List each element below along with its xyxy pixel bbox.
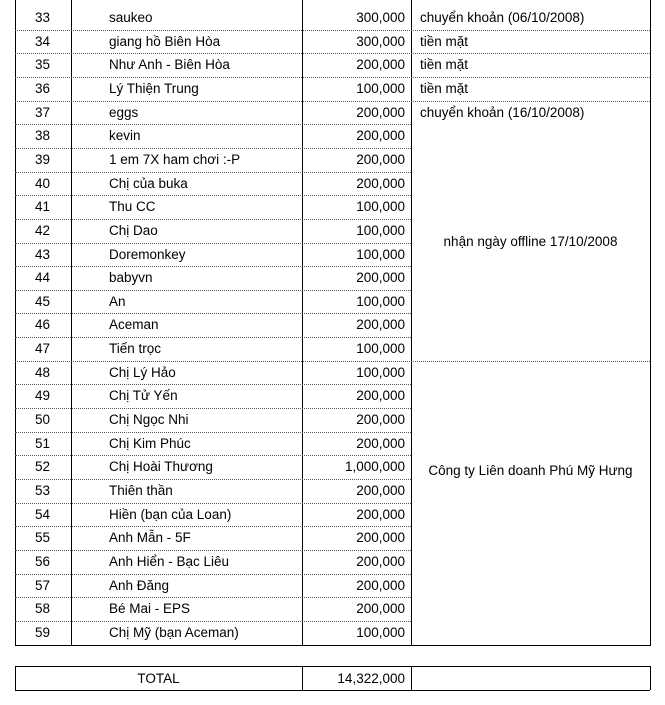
row-number: 48 (34, 364, 51, 380)
total-border-mid2 (411, 666, 412, 690)
row-amount: 1,000,000 (344, 459, 405, 475)
row-amount: 200,000 (356, 270, 405, 286)
row-amount: 200,000 (356, 317, 405, 333)
row-name: Chị Kim Phúc (109, 435, 191, 451)
row-amount: 100,000 (356, 222, 405, 238)
row-name: Doremonkey (109, 246, 186, 262)
row-note (420, 550, 660, 574)
row-number: 59 (34, 624, 51, 640)
row-amount: 200,000 (356, 388, 405, 404)
row-amount: 100,000 (356, 624, 405, 640)
row-name: saukeo (109, 10, 153, 25)
row-name: Lý Thiện Trung (109, 80, 199, 96)
row-number: 57 (34, 577, 51, 593)
row-name: eggs (109, 104, 139, 120)
row-amount: 200,000 (356, 57, 405, 73)
row-note: chuyển khoản (06/10/2008) (420, 10, 585, 25)
row-number: 47 (34, 341, 51, 357)
row-note (420, 172, 660, 196)
row-amount: 200,000 (356, 128, 405, 144)
row-amount: 100,000 (356, 246, 405, 262)
note-offline-group: nhận ngày offline 17/10/2008 (443, 234, 618, 249)
row-number: 43 (34, 246, 51, 262)
row-name: Hiền (bạn của Loan) (109, 506, 232, 522)
row-note (420, 361, 660, 385)
row-amount: 200,000 (356, 553, 405, 569)
row-number: 36 (34, 80, 51, 96)
row-note (420, 290, 660, 314)
row-number: 46 (34, 317, 51, 333)
row-note (420, 124, 660, 148)
row-amount: 100,000 (356, 341, 405, 357)
row-name: Chị Mỹ (bạn Aceman) (109, 624, 239, 640)
total-border-bottom (15, 690, 650, 691)
row-name: giang hồ Biên Hòa (109, 33, 221, 49)
row-note (420, 597, 660, 621)
row-amount: 200,000 (356, 151, 405, 167)
row-note (420, 384, 660, 408)
row-amount: 200,000 (356, 506, 405, 522)
row-number: 56 (34, 553, 51, 569)
row-border (15, 645, 650, 646)
row-name: Chị Dao (109, 222, 158, 238)
row-note (420, 195, 660, 219)
row-note: tiền mặt (420, 80, 469, 96)
row-number: 54 (34, 506, 51, 522)
row-number: 41 (34, 199, 51, 215)
row-name: Anh Mẫn - 5F (109, 530, 191, 546)
row-name: An (109, 293, 126, 309)
row-name: Aceman (109, 317, 159, 333)
row-amount: 100,000 (356, 364, 405, 380)
row-note: tiền mặt (420, 33, 469, 49)
row-amount: 100,000 (356, 199, 405, 215)
row-note (420, 574, 660, 598)
row-number: 39 (34, 151, 51, 167)
row-number: 38 (34, 128, 51, 144)
row-note (420, 408, 660, 432)
row-number: 42 (34, 222, 51, 238)
row-amount: 200,000 (356, 435, 405, 451)
row-amount: 200,000 (356, 104, 405, 120)
row-name: Thu CC (109, 199, 156, 215)
row-number: 55 (34, 530, 51, 546)
row-number: 45 (34, 293, 51, 309)
row-number: 44 (34, 270, 51, 286)
row-name: Chị của buka (109, 175, 188, 191)
row-name: babyvn (109, 270, 153, 286)
total-border-right (650, 666, 651, 690)
row-amount: 100,000 (356, 293, 405, 309)
note-company-group: Công ty Liên doanh Phú Mỹ Hưng (428, 463, 633, 478)
row-amount: 200,000 (356, 483, 405, 498)
row-name: Chị Tử Yến (109, 388, 178, 404)
row-note: chuyển khoản (16/10/2008) (420, 104, 585, 120)
row-number: 51 (34, 435, 51, 451)
row-name: Như Anh - Biên Hòa (109, 57, 230, 73)
row-number: 49 (34, 388, 51, 404)
row-amount: 200,000 (356, 412, 405, 428)
row-amount: 100,000 (356, 80, 405, 96)
row-name: Anh Hiển - Bạc Liêu (109, 553, 230, 569)
row-name: 1 em 7X ham chơi :-P (109, 151, 241, 167)
row-amount: 300,000 (356, 33, 405, 49)
row-name: Thiên thần (109, 483, 173, 498)
row-note (420, 432, 660, 456)
row-number: 40 (34, 175, 51, 191)
total-label: TOTAL (137, 671, 180, 686)
row-name: Chị Hoài Thương (109, 459, 213, 475)
row-amount: 200,000 (356, 175, 405, 191)
row-amount: 200,000 (356, 601, 405, 617)
row-amount: 200,000 (356, 530, 405, 546)
total-value: 14,322,000 (337, 671, 405, 686)
row-note (420, 621, 660, 645)
row-note (420, 503, 660, 527)
row-name: Chị Ngọc Nhi (109, 412, 189, 428)
row-name: kevin (109, 128, 141, 144)
row-number: 37 (34, 104, 51, 120)
row-name: Chị Lý Hảo (109, 364, 176, 380)
row-number: 50 (34, 412, 51, 428)
column-border-amount (411, 0, 412, 646)
row-number: 58 (34, 601, 51, 617)
row-note (420, 337, 660, 361)
row-note: tiền mặt (420, 57, 469, 73)
row-number: 33 (34, 10, 51, 25)
row-note (420, 266, 660, 290)
row-note (420, 526, 660, 550)
row-name: Bé Mai - EPS (109, 601, 191, 617)
row-number: 35 (34, 57, 51, 73)
row-amount: 300,000 (356, 10, 405, 25)
row-note (420, 148, 660, 172)
row-name: Tiến trọc (109, 341, 162, 357)
row-amount: 200,000 (356, 577, 405, 593)
row-number: 53 (34, 483, 51, 498)
row-number: 34 (34, 33, 51, 49)
row-name: Anh Đăng (109, 577, 170, 593)
row-number: 52 (34, 459, 51, 475)
row-note (420, 313, 660, 337)
